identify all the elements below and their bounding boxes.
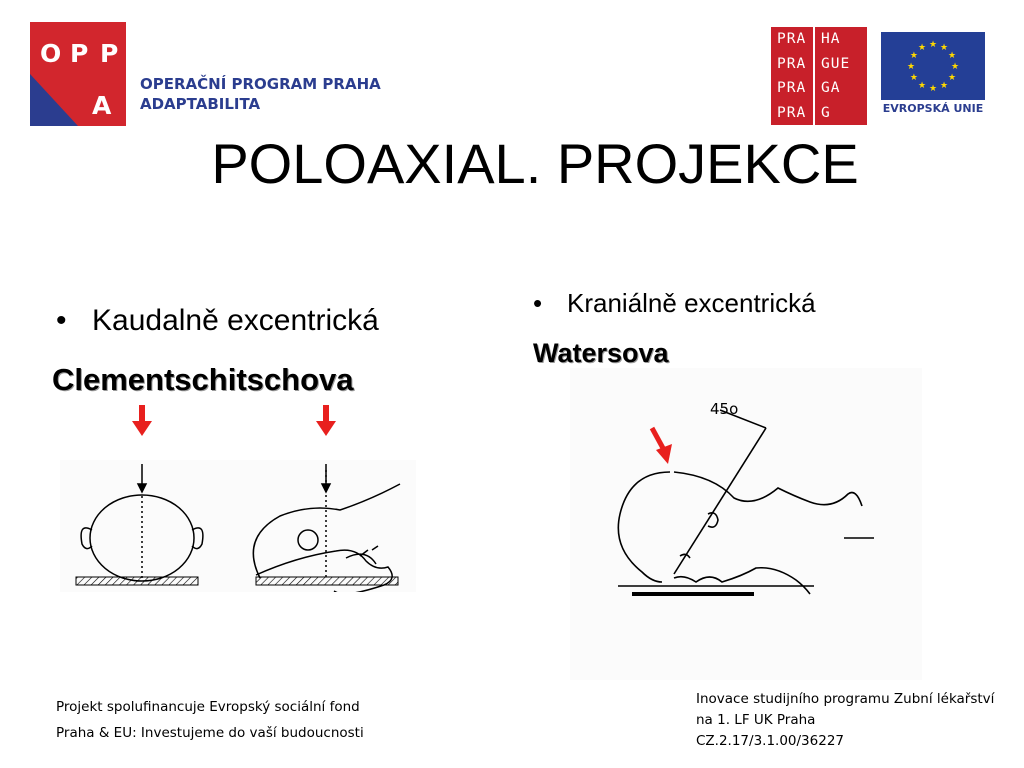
left-bullet-text: Kaudalně excentrická (92, 304, 379, 337)
eu-star-icon: ★ (917, 80, 927, 91)
eu-star-icon: ★ (909, 50, 918, 60)
praha-logo (771, 27, 867, 125)
bullet-dot-icon: • (56, 304, 67, 337)
red-arrow-down-icon (314, 405, 338, 437)
left-bullet (56, 304, 379, 338)
opp-letter-p1: P (70, 39, 89, 68)
head-front-view-icon (81, 464, 203, 581)
right-bullet-text: Kraniálně excentrická (567, 288, 816, 318)
opp-letter-o: O (40, 39, 62, 68)
eu-star-icon: ★ (917, 41, 927, 52)
praha-row3-left: PRA (777, 80, 807, 97)
waters-illustration (570, 368, 922, 680)
footer-right-line2: na 1. LF UK Praha (696, 712, 816, 728)
eu-star-icon: ★ (948, 72, 957, 82)
red-arrow-diagonal-icon (652, 428, 672, 464)
left-method-name: Clementschitschova (52, 362, 354, 397)
praha-row4-left: PRA (777, 104, 807, 121)
praha-row1-left: PRA (777, 31, 807, 48)
head-side-view-icon (253, 464, 400, 592)
footer-left (50, 686, 386, 748)
clementschitsch-illustration (60, 460, 416, 592)
opp-program-name (140, 74, 381, 114)
praha-row3-right: GA (813, 76, 867, 101)
eu-star-icon: ★ (950, 61, 960, 71)
eu-star-icon: ★ (948, 50, 957, 60)
right-method-name: Watersova (533, 338, 669, 368)
angle-label: 45o (710, 400, 739, 418)
eu-star-icon: ★ (939, 41, 949, 52)
opp-letter-p2: P (100, 39, 119, 68)
eu-caption: EVROPSKÁ UNIE (882, 102, 984, 115)
footer-right (692, 685, 1014, 768)
praha-row4-right: G (813, 101, 867, 126)
footer-right-line1: Inovace studijního programu Zubní lékařství (696, 691, 995, 707)
footer-right-line3: CZ.2.17/3.1.00/36227 (696, 733, 845, 749)
eu-star-icon: ★ (939, 80, 949, 91)
praha-row2-right: GUE (813, 52, 867, 77)
footer-left-line2: Praha & EU: Investujeme do vaší budoucnosti (56, 725, 364, 741)
praha-row2-left: PRA (777, 55, 807, 72)
right-bullet (533, 288, 816, 319)
eu-star-icon: ★ (928, 83, 938, 93)
opp-logo (30, 22, 126, 126)
praha-row1-right: HA (813, 27, 867, 52)
eu-star-icon: ★ (909, 72, 918, 82)
opp-program-line2: ADAPTABILITA (140, 95, 261, 113)
footer-left-line1: Projekt spolufinancuje Evropský sociální fond (56, 699, 360, 715)
red-arrow-down-icon (130, 405, 154, 437)
opp-program-line1: OPERAČNÍ PROGRAM PRAHA (140, 75, 381, 93)
slide-title: POLOAXIAL. PROJEKCE (211, 132, 859, 195)
bullet-dot-icon: • (533, 288, 543, 318)
opp-letter-a: A (92, 91, 112, 120)
eu-star-icon: ★ (928, 39, 938, 49)
eu-star-icon: ★ (906, 61, 916, 71)
